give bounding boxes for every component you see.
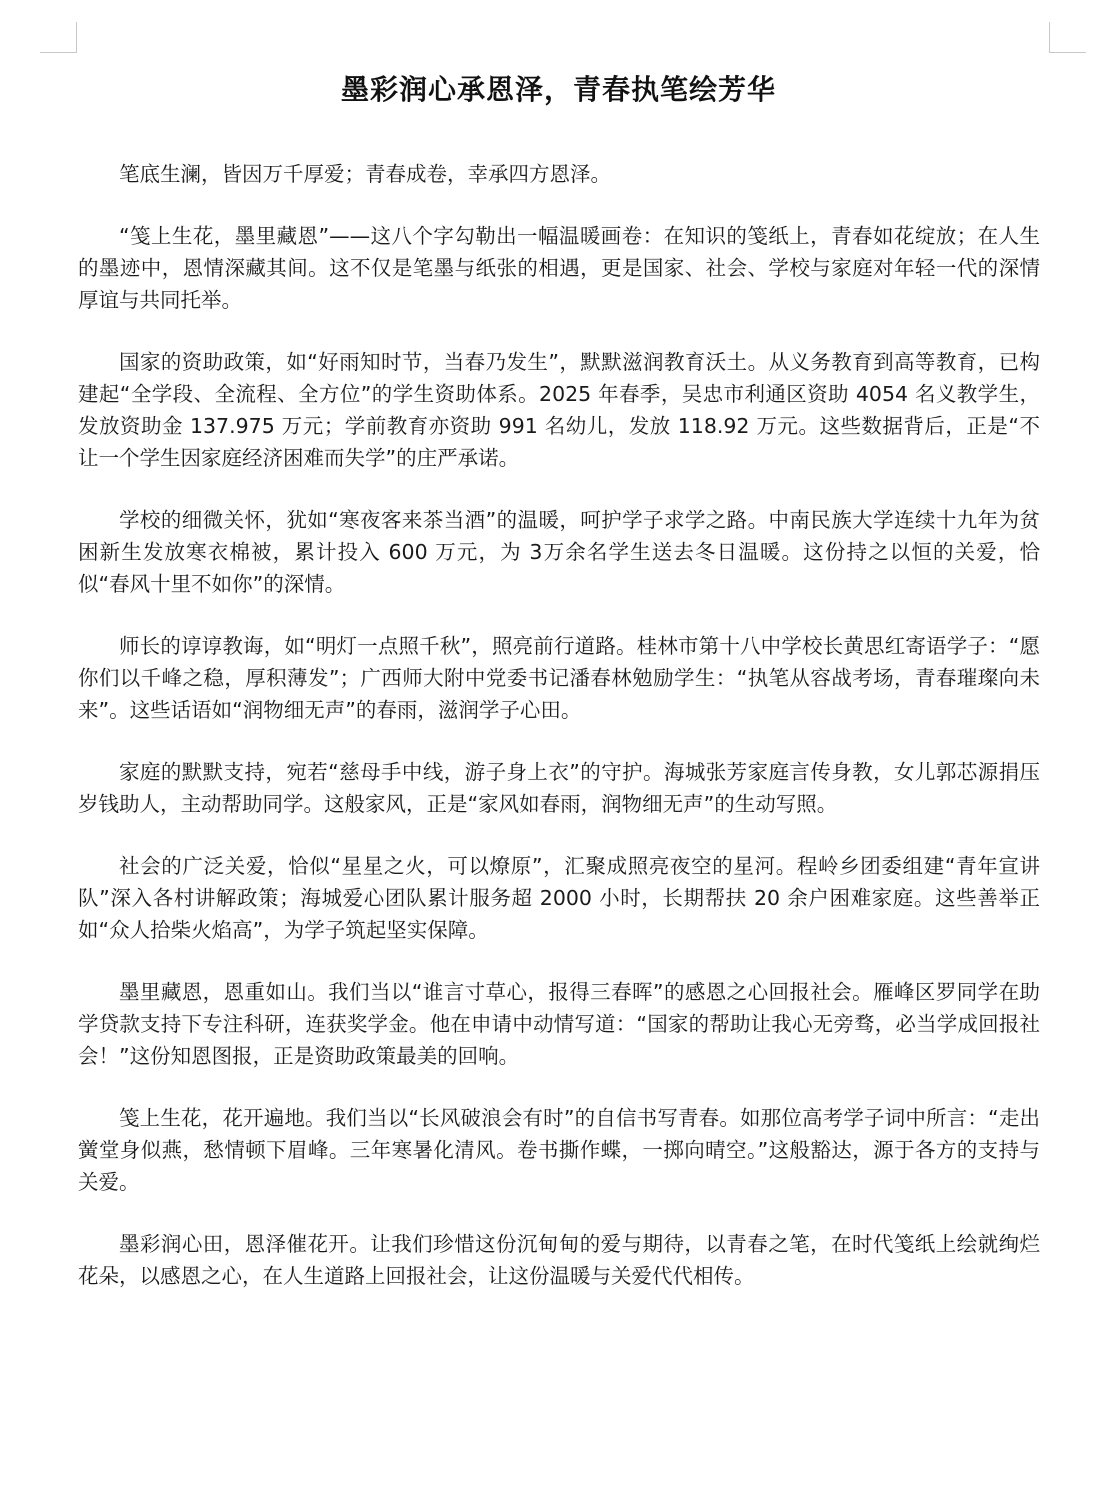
page-corner-mark-top-left bbox=[40, 22, 77, 53]
paragraph: 师长的谆谆教诲，如“明灯一点照千秋”，照亮前行道路。桂林市第十八中学校长黄思红寄语学子：“愿你们以千峰之稳，厚积薄发”；广西师大附中党委书记潘春林勉励学生：“执笔从容战考场，青春璀璨向未来”。这些话语如“润物细无声”的春雨，滋润学子心田。 bbox=[78, 634, 1040, 722]
paragraph: 学校的细微关怀，犹如“寒夜客来茶当酒”的温暖，呵护学子求学之路。中南民族大学连续十九年为贫困新生发放寒衣棉被，累计投入 600 万元，为 3万余名学生送去冬日温暖。这份持之以恒的关爱，恰似“春风十里不如你”的深情。 bbox=[78, 508, 1040, 596]
document-body bbox=[78, 158, 1040, 1322]
paragraph: 国家的资助政策，如“好雨知时节，当春乃发生”，默默滋润教育沃土。从义务教育到高等教育，已构建起“全学段、全流程、全方位”的学生资助体系。2025 年春季，吴忠市利通区资助 4054 名义教学生，发放资助金 137.975 万元；学前教育亦资助 991 名幼儿，发放 118.92 万元。这些数据背后，正是“不让一个学生因家庭经济困难而失学”的庄严承诺。 bbox=[78, 350, 1040, 470]
paragraph: 社会的广泛关爱，恰似“星星之火，可以燎原”，汇聚成照亮夜空的星河。程岭乡团委组建“青年宣讲队”深入各村讲解政策；海城爱心团队累计服务超 2000 小时，长期帮扶 20 余户困难家庭。这些善举正如“众人拾柴火焰高”，为学子筑起坚实保障。 bbox=[78, 854, 1040, 942]
paragraph: “笺上生花，墨里藏恩”——这八个字勾勒出一幅温暖画卷：在知识的笺纸上，青春如花绽放；在人生的墨迹中，恩情深藏其间。这不仅是笔墨与纸张的相遇，更是国家、社会、学校与家庭对年轻一代的深情厚谊与共同托举。 bbox=[78, 224, 1040, 312]
paragraph: 墨里藏恩，恩重如山。我们当以“谁言寸草心，报得三春晖”的感恩之心回报社会。雁峰区罗同学在助学贷款支持下专注科研，连获奖学金。他在申请中动情写道：“国家的帮助让我心无旁骛，必当学成回报社会！”这份知恩图报，正是资助政策最美的回响。 bbox=[78, 980, 1040, 1068]
paragraph: 家庭的默默支持，宛若“慈母手中线，游子身上衣”的守护。海城张芳家庭言传身教，女儿郭芯源捐压岁钱助人，主动帮助同学。这般家风，正是“家风如春雨，润物细无声”的生动写照。 bbox=[78, 760, 1040, 816]
page-corner-mark-top-right bbox=[1049, 22, 1086, 53]
paragraph: 墨彩润心田，恩泽催花开。让我们珍惜这份沉甸甸的爱与期待，以青春之笔，在时代笺纸上绘就绚烂花朵，以感恩之心，在人生道路上回报社会，让这份温暖与关爱代代相传。 bbox=[78, 1232, 1040, 1288]
paragraph: 笺上生花，花开遍地。我们当以“长风破浪会有时”的自信书写青春。如那位高考学子词中所言：“走出黉堂身似燕，愁情顿下眉峰。三年寒暑化清风。卷书撕作蝶，一掷向晴空。”这般豁达，源于各方的支持与关爱。 bbox=[78, 1106, 1040, 1194]
paragraph: 笔底生澜，皆因万千厚爱；青春成卷，幸承四方恩泽。 bbox=[119, 162, 611, 186]
document-title: 墨彩润心承恩泽，青春执笔绘芳华 bbox=[340, 73, 776, 106]
